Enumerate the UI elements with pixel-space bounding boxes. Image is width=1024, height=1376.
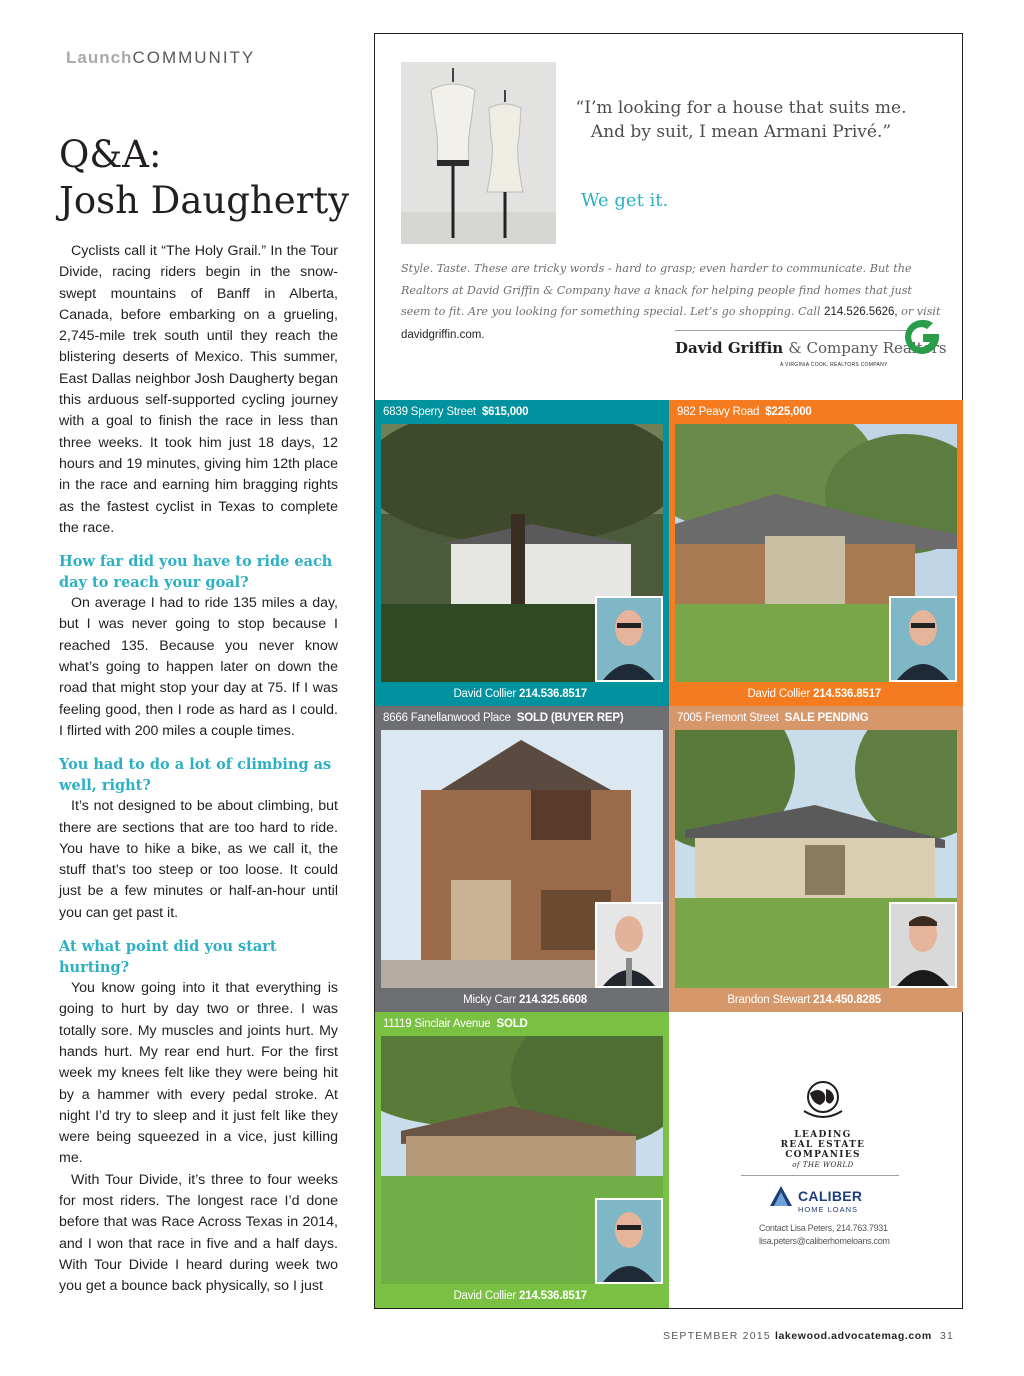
agent-phone: 214.536.8517 [813, 688, 881, 700]
caliber-logo [768, 1184, 863, 1215]
brand-name-primary: David Griffin [675, 339, 784, 357]
listing-footer [375, 682, 669, 706]
listing-status: $225,000 [765, 406, 812, 418]
agent-photo [595, 1198, 663, 1284]
agent-name: David Collier [747, 688, 811, 700]
lre-line-4: of THE WORLD [792, 1161, 854, 1169]
listing-card-2[interactable] [669, 400, 963, 706]
agent-phone: 214.536.8517 [519, 1290, 587, 1302]
answer-4: With Tour Divide, it’s three to four weeks for most riders. The longest race I’d done before that was Race Across Texas in 2014, and I won that race in five and a half days. With Tour Divide I heard during week two you get a bounce back physically, so I just [59, 1171, 338, 1295]
caliber-mountain-icon [768, 1184, 794, 1210]
agent-photo [889, 596, 957, 682]
caliber-name: CALIBER [798, 1188, 863, 1204]
agent-phone: 214.536.8517 [519, 688, 587, 700]
agent-name: Micky Carr [463, 994, 517, 1006]
divider [741, 1175, 899, 1176]
agent-phone: 214.450.8285 [813, 994, 881, 1006]
question-1: How far did you have to ride each day to reach your goal? [59, 553, 333, 592]
listing-footer [375, 988, 669, 1012]
globe-icon [798, 1079, 848, 1121]
article-body [59, 241, 338, 1297]
caliber-sub: HOME LOANS [798, 1205, 859, 1214]
lre-line-3: COMPANIES [785, 1150, 861, 1160]
ad-quote: “I’m looking for a house that suits me. And by suit, I mean Armani Privé.” [575, 98, 907, 142]
agent-name: Brandon Stewart [727, 994, 811, 1006]
answer-3: You know going into it that everything is going to hurt by day two or three. I was totally sore. My muscles and joints hurt. My hands hurt. My rear end hurt. For the first week my knees felt like they were being hit by a hammer with every pedal stroke. At night I’d try to sleep and it just felt like they were being squeezed in a vice, just killing me. [59, 980, 338, 1167]
agent-photo [595, 902, 663, 988]
listing-header [375, 1012, 669, 1036]
article-title [59, 132, 359, 224]
section-header [66, 48, 255, 68]
listing-status: $615,000 [481, 406, 529, 418]
listing-address: 6839 Sperry Street [383, 406, 476, 418]
question-3: At what point did you start hurting? [59, 938, 277, 977]
title-line-1: Q&A: [59, 133, 162, 176]
title-line-2: Josh Daugherty [59, 179, 350, 222]
footer-site: lakewood.advocatemag.com [774, 1330, 932, 1342]
agent-photo [889, 902, 957, 988]
listing-header [375, 400, 669, 424]
listing-card-3[interactable] [375, 706, 669, 1012]
divider [675, 330, 907, 331]
listing-footer [669, 988, 963, 1012]
agent-name: David Collier [453, 1290, 517, 1302]
listing-status: SOLD (BUYER REP) [516, 712, 624, 724]
listing-status: SOLD [496, 1018, 528, 1030]
agent-photo [595, 596, 663, 682]
ad-body-copy: Style. Taste. These are tricky words - hard to grasp; even harder to communicate. But the Realtors at David Griffin & Company have a knack for helping people find homes that just seem to fit. Are you looking for something special. Let’s go shopping. Call [401, 262, 912, 318]
listing-footer [375, 1284, 669, 1308]
loan-contact [759, 1222, 890, 1248]
answer-2: It’s not designed to be about climbing, but there are sections that are too hard to ride. You have to hike a bike, as we call it, the stuff that’s too steep or too loose. It could just be a few minutes or half-an-hour until you can get past it. [59, 798, 338, 921]
page-footer [663, 1330, 954, 1342]
listing-address: 11119 Sinclair Avenue [383, 1018, 491, 1030]
agent-phone: 214.325.6608 [519, 994, 587, 1006]
griffin-g-logo-icon [901, 318, 941, 356]
listing-card-1[interactable] [375, 400, 669, 706]
page-number: 31 [940, 1330, 955, 1342]
agent-name: David Collier [453, 688, 517, 700]
section-launch: Launch [66, 48, 133, 67]
ad-phone: 214.526.5626, [824, 306, 898, 318]
article-intro: Cyclists call it “The Holy Grail.” In the Tour Divide, racing riders begin in the snow-swept mountains of Banff in Alberta, Canada, before embarking on a grueling, 2,745-mile trek south until they reach the blistering deserts of Mexico. This summer, East Dallas neighbor Josh Daugherty began this arduous self-supported cycling journey with a goal to finish the race in less than three weeks. It took him just 18 days, 12 hours and 19 minutes, giving him 12th place in the race and earning him bragging rights as the fastest cyclist in Texas to complete the race. [59, 243, 338, 536]
listing-address: 982 Peavy Road [677, 406, 760, 418]
footer-date: SEPTEMBER 2015 [663, 1330, 771, 1342]
listing-status: SALE PENDING [784, 712, 869, 724]
contact-line-1: Contact Lisa Peters, 214.763.7931 [759, 1223, 888, 1233]
listing-header [669, 706, 963, 730]
lre-line-2: REAL ESTATE [780, 1140, 866, 1150]
realtor-advertisement [374, 33, 963, 1309]
listing-address: 8666 Fanellanwood Place [383, 712, 511, 724]
listing-card-5[interactable] [375, 1012, 669, 1308]
ad-body-text [401, 258, 941, 346]
listing-header [375, 706, 669, 730]
brand-name-rest: & Company Realtors [788, 339, 947, 357]
ad-website-link[interactable]: davidgriffin.com. [401, 328, 485, 341]
question-2: You had to do a lot of climbing as well, right? [59, 756, 332, 795]
lre-text [767, 1130, 879, 1170]
section-community: COMMUNITY [132, 48, 256, 67]
listing-footer [669, 682, 963, 706]
answer-1: On average I had to ride 135 miles a day, but I was never going to stop because I reached 135. Because you never know what’s going to happen later on down the road that might stop your day at 75. If I was feeling good, then I rode as hard as I could. I flirted with 200 miles a couple times. [59, 595, 338, 739]
leading-real-estate-logo [767, 1079, 879, 1170]
listing-address: 7005 Fremont Street [677, 712, 779, 724]
ad-tagline: We get it. [581, 190, 669, 211]
listing-header [669, 400, 963, 424]
mannequin-photo [401, 62, 556, 244]
contact-email[interactable]: lisa.peters@caliberhomeloans.com [759, 1236, 890, 1246]
listing-card-4[interactable] [669, 706, 963, 1012]
lre-line-1: LEADING [794, 1130, 852, 1140]
brand-subtitle: A VIRGINIA COOK, REALTORS COMPANY [780, 362, 888, 368]
ad-or-visit: or visit [901, 305, 941, 318]
